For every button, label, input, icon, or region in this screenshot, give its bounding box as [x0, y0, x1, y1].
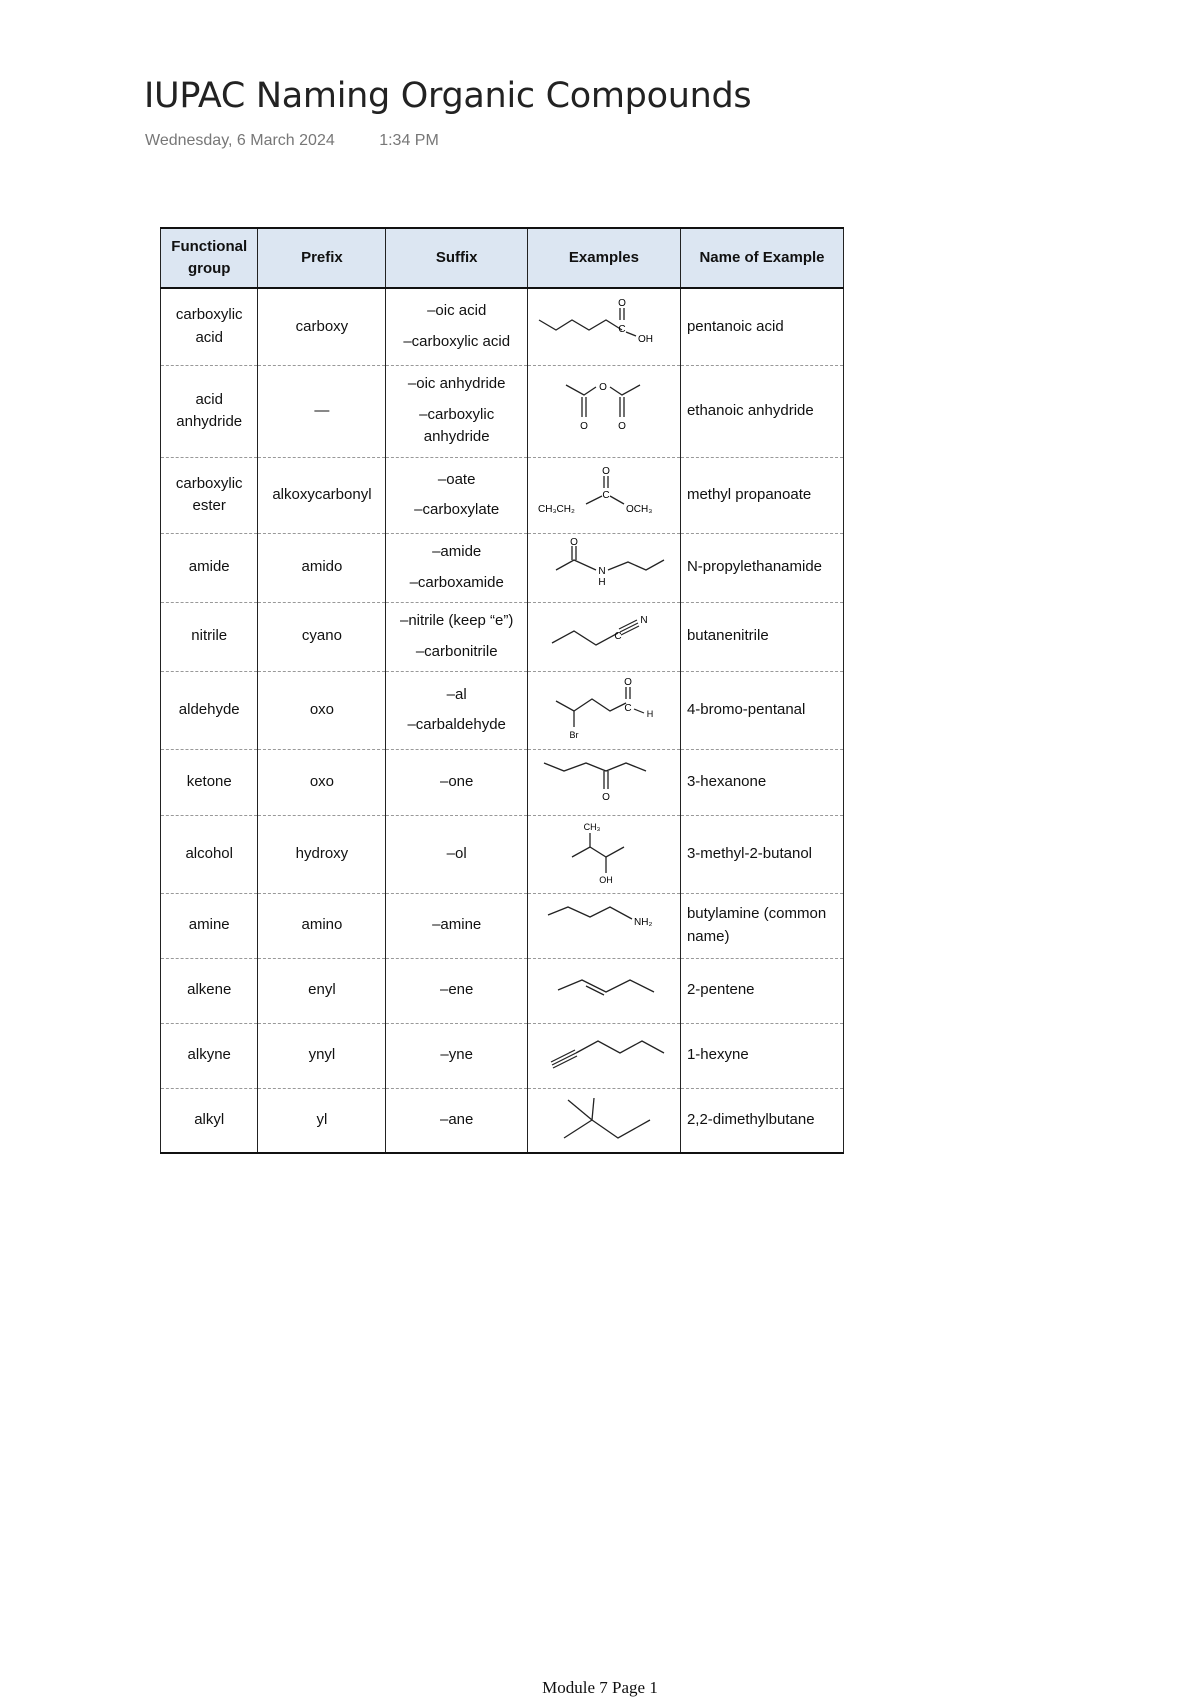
page-title: IUPAC Naming Organic Compounds — [144, 76, 752, 116]
cell-example-structure — [527, 958, 680, 1023]
header-examples: Examples — [527, 228, 680, 288]
cell-prefix: hydroxy — [258, 815, 386, 893]
cell-suffix — [386, 815, 528, 893]
cell-prefix: — — [258, 365, 386, 457]
ethanoic-anhydride-structure — [534, 373, 674, 449]
suffix-text: –one — [440, 772, 474, 790]
cell-example-name: N-propylethanamide — [680, 533, 843, 602]
suffix-text: –carbonitrile — [415, 642, 498, 660]
atom-label: O — [624, 677, 632, 688]
cell-prefix: amido — [258, 533, 386, 602]
table-row — [161, 1088, 844, 1153]
table-row — [161, 457, 844, 533]
suffix-text: –oic acid — [427, 302, 487, 320]
atom-label: C — [624, 703, 632, 714]
atom-label: O — [602, 466, 610, 477]
cell-example-name: 3-methyl-2-butanol — [680, 815, 843, 893]
header-name-of-example: Name of Example — [680, 228, 843, 288]
cell-functional-group: acid anhydride — [161, 365, 258, 457]
atom-label: C — [614, 630, 622, 642]
cell-example-name: methyl propanoate — [680, 457, 843, 533]
atom-label: O — [618, 297, 626, 309]
atom-label: CH₃CH₂ — [537, 504, 575, 515]
cell-example-structure — [527, 457, 680, 533]
cell-suffix — [386, 958, 528, 1023]
atom-label: O — [599, 382, 607, 393]
atom-label: O — [602, 792, 610, 803]
suffix-text: –nitrile (keep “e”) — [400, 612, 514, 629]
cell-suffix — [386, 893, 528, 958]
cell-example-name: 1-hexyne — [680, 1023, 843, 1088]
cell-prefix: amino — [258, 893, 386, 958]
table-row — [161, 749, 844, 815]
table-row — [161, 288, 844, 365]
cell-prefix: ynyl — [258, 1023, 386, 1088]
suffix-text: –ane — [440, 1111, 474, 1128]
pentene-structure — [534, 964, 674, 1018]
suffix-text: –yne — [440, 1046, 473, 1064]
suffix-text: –amide — [432, 543, 482, 560]
cell-functional-group: alkyne — [161, 1023, 258, 1088]
cell-functional-group: alkene — [161, 958, 258, 1023]
atom-label: H — [646, 709, 654, 719]
cell-example-structure — [527, 1023, 680, 1088]
suffix-text: –oic anhydride — [407, 375, 506, 393]
cell-prefix: alkoxycarbonyl — [258, 457, 386, 533]
atom-label: N — [598, 565, 606, 577]
table-row — [161, 1023, 844, 1088]
cell-functional-group: amine — [161, 893, 258, 958]
suffix-text: –amine — [432, 916, 482, 934]
cell-functional-group: aldehyde — [161, 671, 258, 749]
cell-prefix: oxo — [258, 671, 386, 749]
atom-label: N — [640, 614, 648, 626]
cell-example-name: 4-bromo-pentanal — [680, 671, 843, 749]
bromo-pentanal-structure — [534, 677, 674, 743]
cell-suffix — [386, 533, 528, 602]
atom-label: O — [580, 421, 588, 432]
table-row — [161, 671, 844, 749]
cell-example-name: pentanoic acid — [680, 288, 843, 365]
pentanoic-acid-structure — [534, 296, 674, 358]
iupac-table — [160, 227, 844, 1154]
cell-prefix: oxo — [258, 749, 386, 815]
cell-suffix — [386, 602, 528, 671]
suffix-text: –carboxylate — [414, 501, 500, 518]
cell-prefix: enyl — [258, 958, 386, 1023]
page-date: Wednesday, 6 March 2024 — [145, 132, 335, 149]
cell-example-structure — [527, 365, 680, 457]
page-footer: Module 7 Page 1 — [542, 1678, 658, 1697]
cell-suffix — [386, 365, 528, 457]
atom-label: NH₂ — [633, 916, 653, 928]
hexanone-structure — [534, 755, 674, 809]
cell-example-name: 3-hexanone — [680, 749, 843, 815]
cell-example-structure — [527, 1088, 680, 1153]
cell-example-structure — [527, 288, 680, 365]
methyl-propanoate-structure — [534, 464, 674, 526]
suffix-text: –ol — [446, 844, 467, 862]
cell-prefix: carboxy — [258, 288, 386, 365]
atom-label: O — [570, 537, 578, 548]
suffix-text: –ene — [440, 981, 474, 999]
table-row — [161, 893, 844, 958]
atom-label: Br — [569, 730, 579, 740]
cell-example-structure — [527, 893, 680, 958]
cell-example-structure — [527, 749, 680, 815]
cell-functional-group: amide — [161, 533, 258, 602]
cell-functional-group: alkyl — [161, 1088, 258, 1153]
table-row — [161, 365, 844, 457]
suffix-text: –al — [446, 685, 467, 703]
cell-example-name: ethanoic anhydride — [680, 365, 843, 457]
suffix-text: –carboxamide — [409, 573, 504, 591]
cell-functional-group: ketone — [161, 749, 258, 815]
cell-functional-group: alcohol — [161, 815, 258, 893]
cell-example-structure — [527, 602, 680, 671]
atom-label: OH — [599, 875, 613, 885]
n-propylethanamide-structure — [534, 538, 674, 598]
cell-functional-group: carboxylic acid — [161, 288, 258, 365]
suffix-text: –carboxylic anhydride — [419, 405, 495, 446]
butanenitrile-structure — [534, 609, 674, 665]
table-header-row — [161, 228, 844, 288]
cell-suffix — [386, 288, 528, 365]
cell-example-name: butylamine (common name) — [680, 893, 843, 958]
hexyne-structure — [534, 1029, 674, 1083]
cell-prefix: cyano — [258, 602, 386, 671]
cell-suffix — [386, 457, 528, 533]
cell-suffix — [386, 749, 528, 815]
cell-suffix — [386, 1088, 528, 1153]
atom-label: CH₃ — [583, 822, 601, 832]
table-row — [161, 958, 844, 1023]
atom-label: C — [618, 323, 626, 335]
butylamine-structure — [534, 899, 674, 953]
header-suffix: Suffix — [386, 228, 528, 288]
page-time: 1:34 PM — [379, 132, 439, 149]
page-timestamp — [145, 132, 439, 150]
atom-label: H — [598, 576, 606, 588]
suffix-text: –carboxylic acid — [403, 332, 511, 350]
cell-example-structure — [527, 815, 680, 893]
atom-label: OH — [637, 333, 653, 345]
atom-label: O — [618, 421, 626, 432]
cell-example-structure — [527, 533, 680, 602]
table-row — [161, 815, 844, 893]
header-prefix: Prefix — [258, 228, 386, 288]
cell-functional-group: nitrile — [161, 602, 258, 671]
cell-suffix — [386, 1023, 528, 1088]
cell-prefix: yl — [258, 1088, 386, 1153]
cell-example-structure — [527, 671, 680, 749]
cell-suffix — [386, 671, 528, 749]
methyl-butanol-structure — [534, 821, 674, 887]
cell-functional-group: carboxylic ester — [161, 457, 258, 533]
suffix-text: –oate — [437, 470, 476, 488]
cell-example-name: butanenitrile — [680, 602, 843, 671]
atom-label: C — [602, 490, 610, 501]
cell-example-name: 2,2-dimethylbutane — [680, 1088, 843, 1153]
atom-label: OCH₃ — [625, 504, 653, 515]
table-row — [161, 602, 844, 671]
header-functional-group: Functional group — [161, 228, 258, 288]
table-row — [161, 533, 844, 602]
cell-example-name: 2-pentene — [680, 958, 843, 1023]
suffix-text: –carbaldehyde — [407, 716, 506, 733]
dimethylbutane-structure — [534, 1092, 674, 1148]
